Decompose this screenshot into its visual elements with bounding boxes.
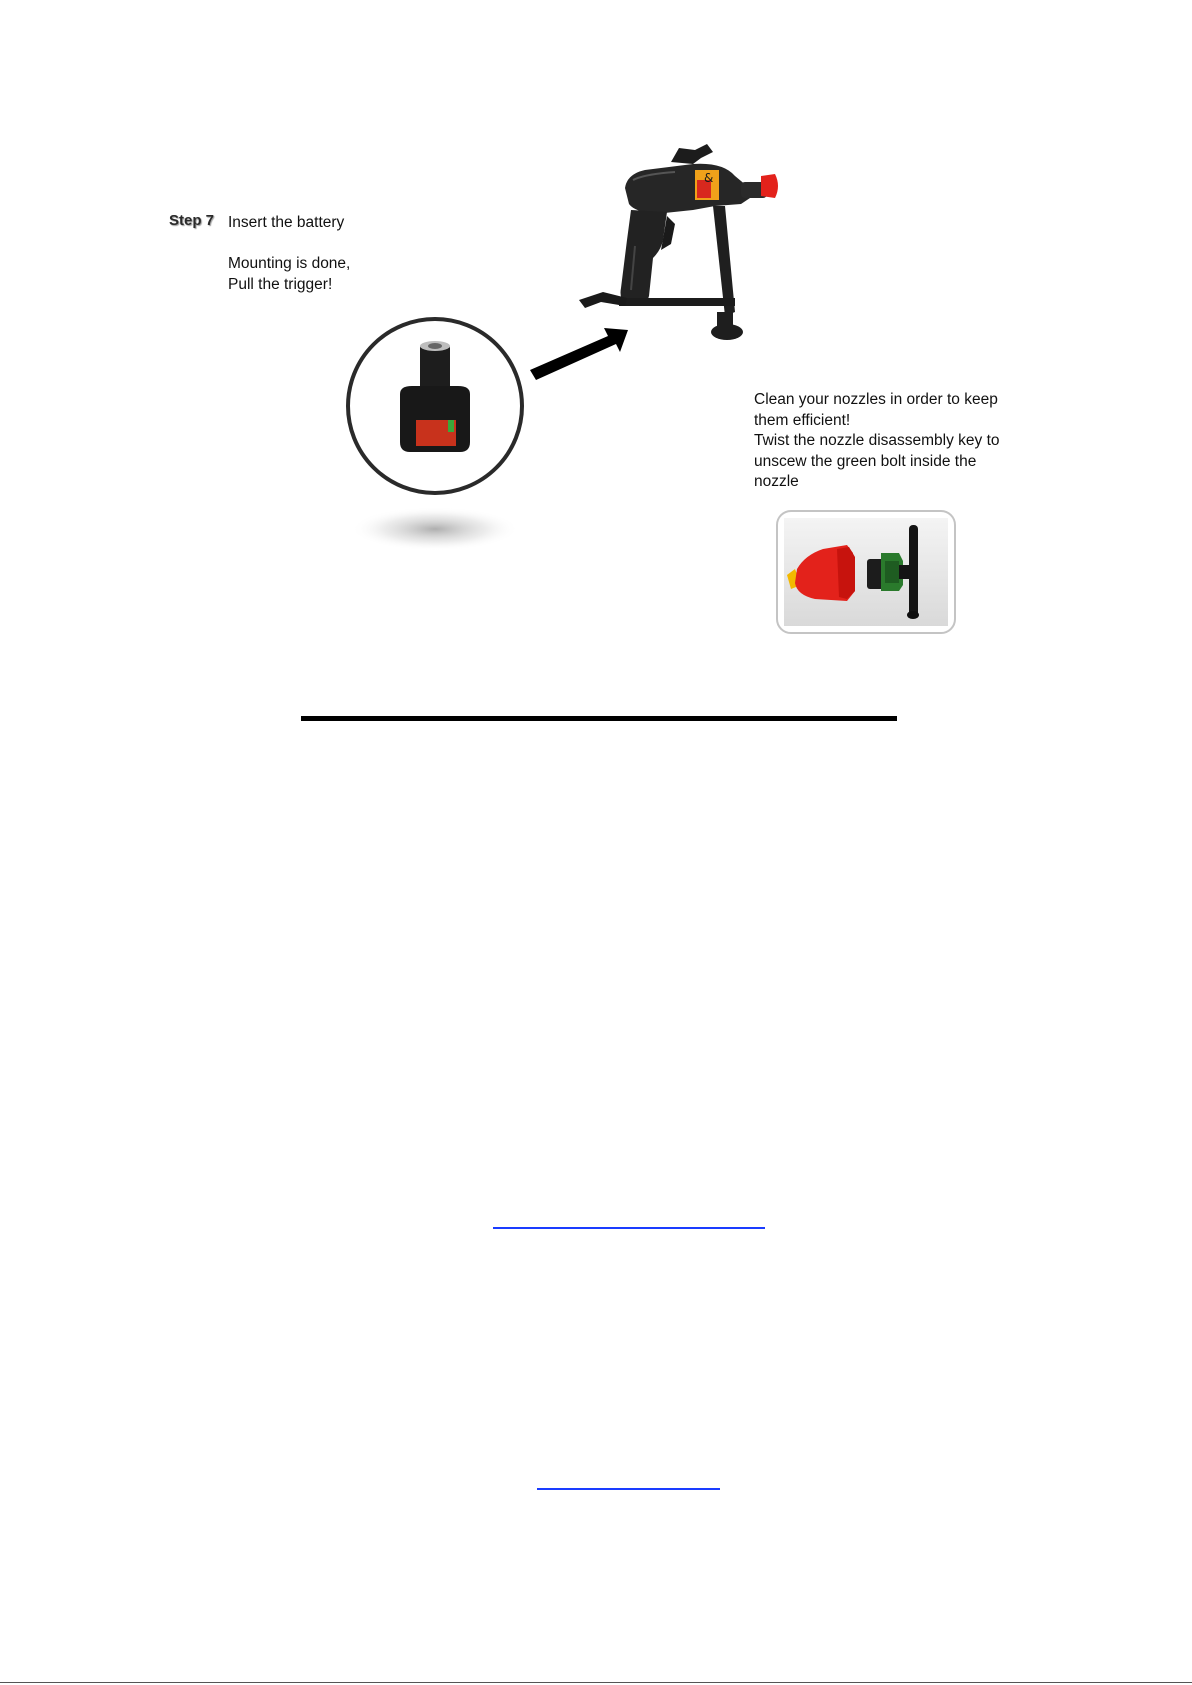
spray-gun-image	[575, 140, 815, 355]
svg-text:&: &	[704, 171, 714, 185]
hyperlink-underline[interactable]	[493, 1227, 765, 1229]
step-instruction: Insert the battery	[228, 214, 345, 231]
battery-image	[344, 316, 526, 556]
cleaning-line: Clean your nozzles in order to keep	[754, 391, 998, 408]
cleaning-line: nozzle	[754, 473, 799, 490]
cleaning-line: unscew the green bolt inside the	[754, 452, 977, 470]
cleaning-line: Twist the nozzle disassembly key to	[754, 432, 1000, 449]
hyperlink-underline[interactable]	[537, 1488, 720, 1490]
cleaning-instructions	[754, 390, 1024, 493]
done-line-2: Pull the trigger!	[228, 276, 333, 293]
cleaning-line: them efficient!	[754, 411, 851, 429]
arrow-icon	[528, 326, 632, 384]
page-bottom-edge	[0, 1682, 1192, 1683]
step-label: Step 7	[169, 212, 215, 229]
nozzle-key-image	[775, 509, 957, 635]
divider-rule	[301, 716, 897, 721]
done-line-1: Mounting is done,	[228, 255, 351, 272]
